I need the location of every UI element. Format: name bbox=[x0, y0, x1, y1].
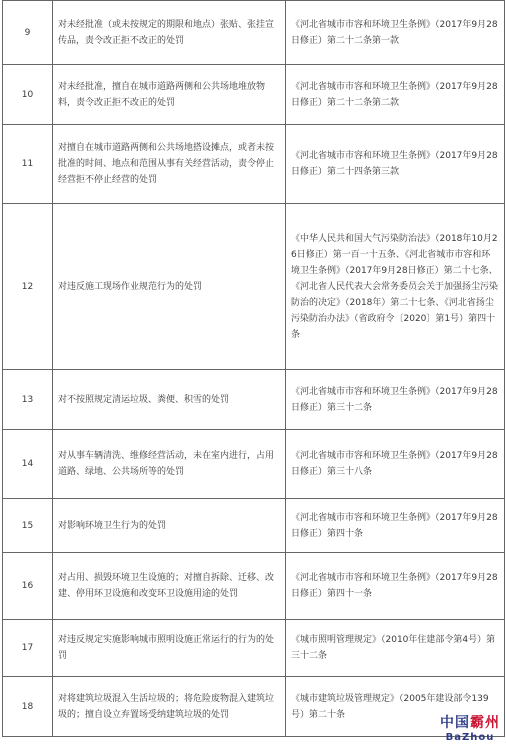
legal-basis: 《河北省城市市容和环境卫生条例》（2017年9月28日修正）第三十二条 bbox=[286, 370, 505, 430]
row-number: 9 bbox=[3, 1, 53, 65]
table-row bbox=[3, 499, 505, 553]
legal-basis: 《河北省城市市容和环境卫生条例》（2017年9月28日修正）第四十一条 bbox=[286, 553, 505, 620]
row-number: 11 bbox=[3, 125, 53, 204]
table-row bbox=[3, 204, 505, 370]
regulation-table bbox=[2, 0, 505, 737]
row-number: 17 bbox=[3, 620, 53, 677]
row-number: 16 bbox=[3, 553, 53, 620]
penalty-item: 对占用、损毁环境卫生设施的；对擅自拆除、迁移、改建、停用环卫设施和改变环卫设施用途的处罚 bbox=[53, 553, 286, 620]
legal-basis: 《城市照明管理规定》（2010年住建部令第4号）第三十二条 bbox=[286, 620, 505, 677]
table-row bbox=[3, 125, 505, 204]
penalty-item: 对不按照规定清运垃圾、粪便、积雪的处罚 bbox=[53, 370, 286, 430]
legal-basis: 《中华人民共和国大气污染防治法》（2018年10月26日修正）第一百一十五条、《河北省城市市容和环境卫生条例》（2017年9月28日修正）第二十七条、《河北省人民代表大会常务委员会关于加强扬尘污染防治的决定》（2018年）第二十七条、《河北省扬尘污染防治办法》（省政府令〔2020〕第1号）第四十条 bbox=[286, 204, 505, 370]
legal-basis: 《河北省城市市容和环境卫生条例》（2017年9月28日修正）第三十八条 bbox=[286, 430, 505, 499]
row-number: 12 bbox=[3, 204, 53, 370]
penalty-item: 对擅自在城市道路两侧和公共场地搭设摊点，或者未按批准的时间、地点和范围从事有关经营活动，责令停止经营拒不停止经营的处罚 bbox=[53, 125, 286, 204]
table-row bbox=[3, 430, 505, 499]
legal-basis: 《河北省城市市容和环境卫生条例》（2017年9月28日修正）第二十四条第三款 bbox=[286, 125, 505, 204]
table-row bbox=[3, 553, 505, 620]
penalty-item: 对将建筑垃圾混入生活垃圾的；将危险废物混入建筑垃圾的；擅自设立弃置场受纳建筑垃圾的处罚 bbox=[53, 677, 286, 737]
bazhou-watermark bbox=[440, 712, 500, 743]
legal-basis: 《河北省城市市容和环境卫生条例》（2017年9月28日修正）第二十二条第二款 bbox=[286, 65, 505, 125]
penalty-item: 对违反规定实施影响城市照明设施正常运行的行为的处罚 bbox=[53, 620, 286, 677]
row-number: 10 bbox=[3, 65, 53, 125]
penalty-item: 对影响环境卫生行为的处罚 bbox=[53, 499, 286, 553]
table-row bbox=[3, 370, 505, 430]
row-number: 18 bbox=[3, 677, 53, 737]
penalty-item: 对从事车辆清洗、维修经营活动，未在室内进行，占用道路、绿地、公共场所等的处罚 bbox=[53, 430, 286, 499]
table-row bbox=[3, 620, 505, 677]
legal-basis: 《城市建筑垃圾管理规定》（2005年建设部令139号）第二十条 bbox=[286, 677, 505, 737]
table-row bbox=[3, 1, 505, 65]
row-number: 13 bbox=[3, 370, 53, 430]
penalty-item: 对未经批准（或未按规定的期限和地点）张贴、张挂宣传品，责令改正拒不改正的处罚 bbox=[53, 1, 286, 65]
row-number: 14 bbox=[3, 430, 53, 499]
row-number: 15 bbox=[3, 499, 53, 553]
table-row bbox=[3, 677, 505, 737]
table-row bbox=[3, 65, 505, 125]
watermark-english: BaZhou bbox=[445, 732, 495, 743]
legal-basis: 《河北省城市市容和环境卫生条例》（2017年9月28日修正）第四十条 bbox=[286, 499, 505, 553]
penalty-item: 对未经批准，擅自在城市道路两侧和公共场地堆放物料，责令改正拒不改正的处罚 bbox=[53, 65, 286, 125]
penalty-item: 对违反施工现场作业规范行为的处罚 bbox=[53, 204, 286, 370]
legal-basis: 《河北省城市市容和环境卫生条例》（2017年9月28日修正）第二十二条第一款 bbox=[286, 1, 505, 65]
watermark-chinese: 中国霸州 bbox=[440, 715, 500, 731]
